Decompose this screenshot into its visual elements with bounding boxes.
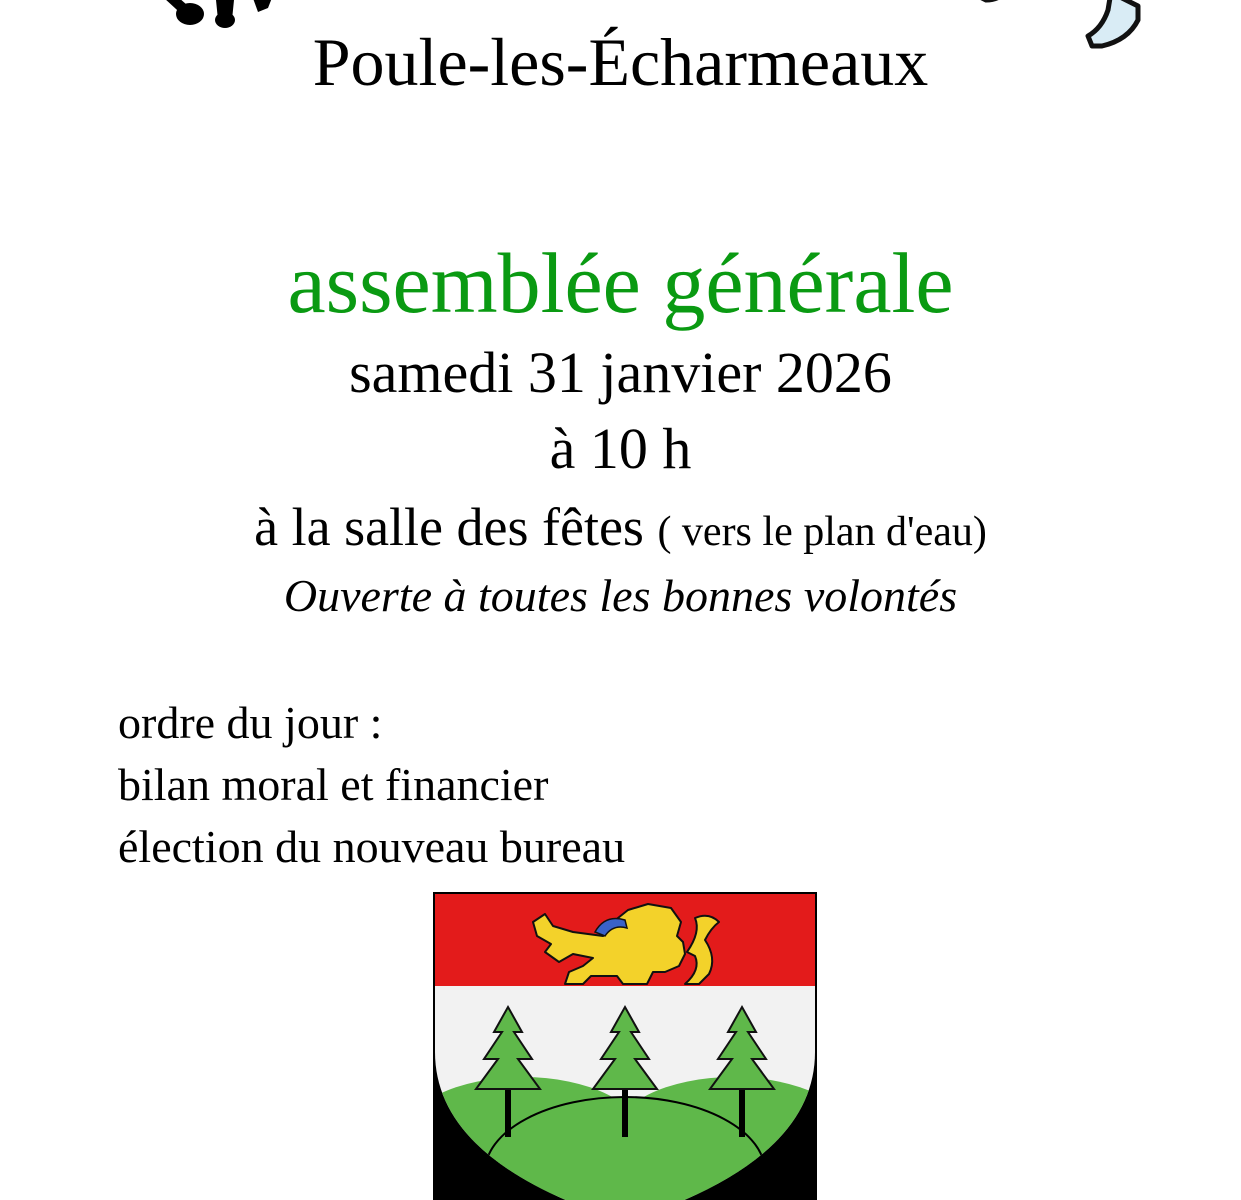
event-venue [0,494,1241,565]
agenda [118,692,918,878]
coat-of-arms-icon [433,892,817,1200]
venue-name: à la salle des fêtes [254,497,644,557]
event-time: à 10 h [549,416,692,481]
venue-note: ( vers le plan d'eau) [657,509,987,555]
event-date: samedi 31 janvier 2026 [349,340,892,405]
event-tagline: Ouverte à toutes les bonnes volontés [283,570,958,621]
agenda-item: bilan moral et financier [118,759,549,810]
event-headline: assemblée générale [287,235,954,331]
agenda-heading: ordre du jour : [118,697,383,748]
page-title: Poule-les-Écharmeaux [312,24,929,100]
agenda-item: élection du nouveau bureau [118,821,626,872]
